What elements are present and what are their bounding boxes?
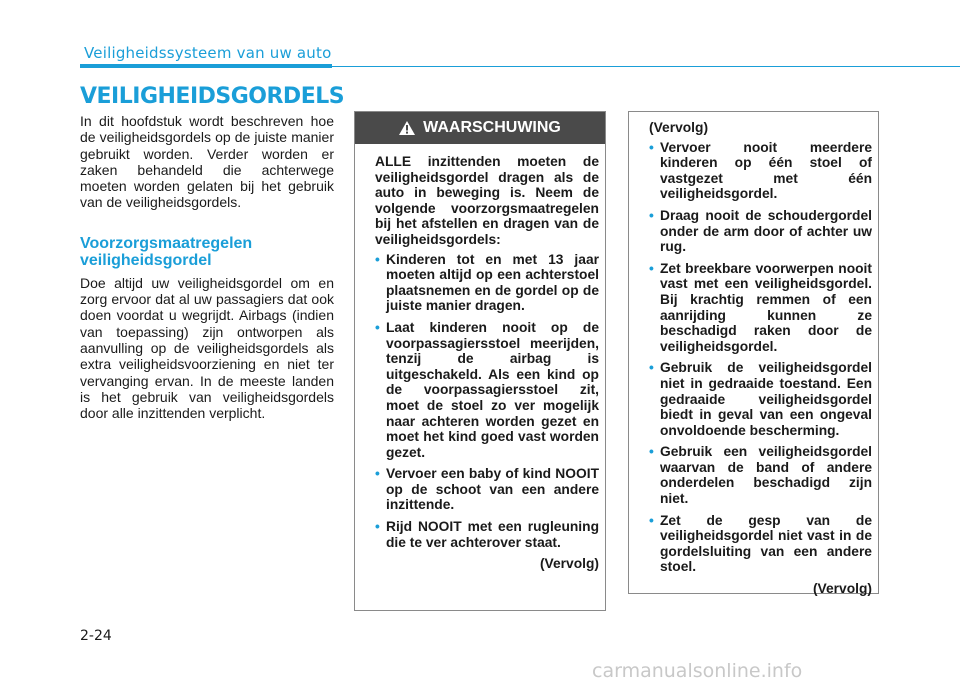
warning-header	[355, 112, 605, 144]
section-title: Veiligheidssysteem van uw auto	[84, 44, 332, 62]
list-item: • Gebruik een veiligheidsgordel waarvan de band of andere onderdelen beschadigd zijn niet.	[649, 444, 872, 507]
bullet-icon: •	[649, 444, 654, 460]
body-paragraph: Doe altijd uw veiligheidsgordel om en zorg ervoor dat al uw passagiers dat ook doen voordat u wegrijdt. Airbags (indien van toepassing) zijn ontworpen als aanvulling op de veiligheidsgordels als extra veiligheidsvoorziening en niet ter vervanging ervan. In de meeste landen is het gebruik van veiligheidsgordels door alle inzittenden verplicht.	[80, 274, 334, 422]
header-rule	[332, 66, 960, 67]
continued-body	[629, 112, 878, 597]
list-item: • Vervoer een baby of kind NOOIT op de schoot van een andere inzittende.	[375, 466, 599, 513]
bullet-icon: •	[375, 319, 380, 335]
list-item: • Gebruik de veiligheidsgordel niet in gedraaide toestand. Een gedraaide veiligheidsgordel biedt in geval van een ongeval onvoldoende bescherming.	[649, 360, 872, 438]
subheading: Voorzorgsmaatregelen veiligheidsgordel	[80, 234, 253, 269]
warning-body	[355, 144, 605, 572]
bullet-icon: •	[375, 466, 380, 482]
page-number: 2-24	[80, 628, 112, 644]
list-item: • Vervoer nooit meerdere kinderen op één stoel of vastgezet met één veiligheidsgordel.	[649, 139, 872, 202]
list-item: • Kinderen tot en met 13 jaar moeten altijd op een achterstoel plaatsnemen en de gordel op de juiste manier dragen.	[375, 251, 599, 314]
list-item: • Zet breekbare voorwerpen nooit vast met een veiligheidsgordel. Bij krachtig remmen of een aanrijding kunnen ze beschadigd raken door de veiligheidsgordel.	[649, 260, 872, 354]
bullet-icon: •	[649, 512, 654, 528]
warning-list	[375, 252, 599, 551]
continued-warning-box	[628, 111, 879, 597]
bullet-icon: •	[649, 260, 654, 276]
continued-top-label: (Vervolg)	[649, 120, 709, 135]
continued-list	[649, 140, 872, 575]
page-title: VEILIGHEIDSGORDELS	[80, 84, 345, 109]
header-accent-bar	[80, 64, 332, 68]
warning-intro: ALLE inzittenden moeten de veiligheidsgordel dragen als de auto in beweging is. Neem de volgende voorzorgsmaatregelen bij het afstellen en dragen van de veiligheidsgordels:	[375, 154, 599, 247]
left-column	[80, 113, 334, 421]
list-item: • Zet de gesp van de veiligheidsgordel niet vast in de gordelsluiting van een andere stoel.	[649, 512, 872, 575]
bullet-icon: •	[649, 139, 654, 155]
bullet-icon: •	[375, 251, 380, 267]
bullet-icon: •	[649, 207, 654, 223]
list-item: • Laat kinderen nooit op de voorpassagiersstoel meerijden, tenzij de airbag is uitgeschakeld. Als een kind op de voorpassagiersstoel zit, moet de stoel zo ver mogelijk naar achteren worden gezet en moet het kind goed vast worden gezet.	[375, 319, 599, 460]
warning-triangle-icon	[399, 121, 415, 135]
bullet-icon: •	[649, 360, 654, 376]
list-item: • Draag nooit de schoudergordel onder de arm door of achter uw rug.	[649, 207, 872, 255]
bullet-icon: •	[375, 519, 380, 535]
warning-label: WAARSCHUWING	[423, 119, 561, 136]
continued-bottom-label: (Vervolg)	[812, 581, 872, 597]
warning-box	[354, 111, 606, 611]
list-item: • Rijd NOOIT met een rugleuning die te ver achterover staat.	[375, 519, 599, 550]
continued-label: (Vervolg)	[539, 556, 599, 572]
intro-paragraph: In dit hoofdstuk wordt beschreven hoe de veiligheidsgordels op de juiste manier gebruikt worden. Verder worden er zaken behandeld die achterwege moeten worden gelaten bij het gebruik van de veiligheidsgordels.	[80, 113, 334, 211]
watermark: carmanualsonline.info	[592, 660, 803, 682]
